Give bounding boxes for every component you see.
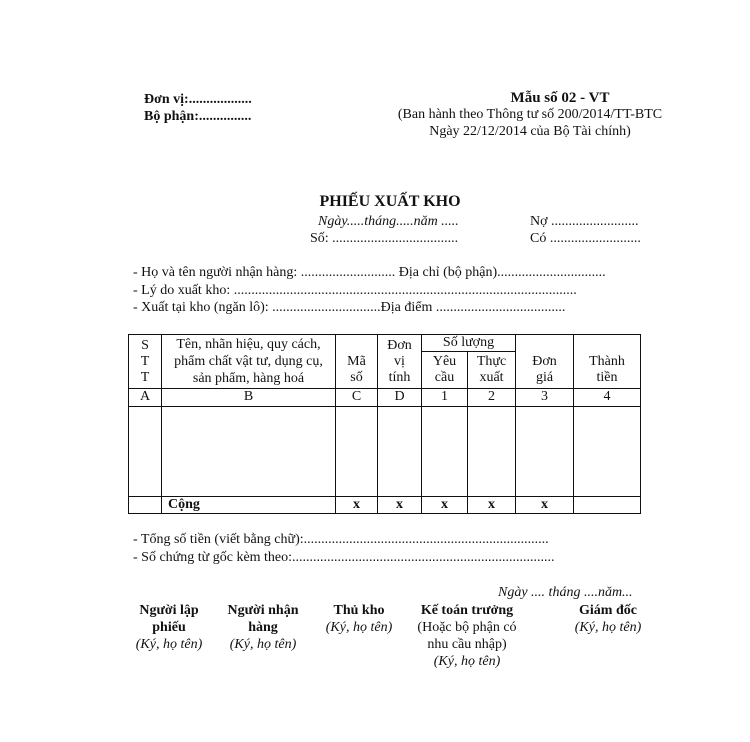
code-cell: 4	[574, 389, 641, 406]
header-yeu-cau: Yêu cầu	[422, 352, 468, 389]
page-title: PHIẾU XUẤT KHO	[319, 193, 461, 210]
empty-cell[interactable]	[378, 406, 422, 496]
total-row	[129, 496, 641, 513]
header-stt: S T T	[129, 335, 162, 389]
total-mark: x	[516, 496, 574, 513]
code-cell: 2	[468, 389, 516, 406]
code-cell: 1	[422, 389, 468, 406]
header-thuc-xuat: Thực xuất	[468, 352, 516, 389]
code-cell: D	[378, 389, 422, 406]
signature-nguoi-nhan: Người nhận hàng (Ký, họ tên)	[227, 603, 299, 652]
field-xuat-tai: - Xuất tại kho (ngăn lô): ...............................Địa điểm .....................................	[133, 300, 566, 315]
code-cell: B	[162, 389, 336, 406]
don-vi: Đơn vị:..................	[144, 92, 252, 107]
total-mark: x	[468, 496, 516, 513]
empty-cell[interactable]	[336, 406, 378, 496]
header-so-luong: Số lượng	[422, 335, 516, 352]
empty-cell[interactable]	[574, 406, 641, 496]
so-line: Số: ....................................	[310, 231, 459, 246]
date-line: Ngày.....tháng.....năm .....	[318, 214, 459, 229]
signature-nguoi-lap: Người lập phiếu (Ký, họ tên)	[135, 603, 203, 652]
empty-cell[interactable]	[516, 406, 574, 496]
code-row	[129, 389, 641, 406]
empty-cell[interactable]	[162, 406, 336, 496]
signature-thu-kho: Thủ kho (Ký, họ tên)	[325, 603, 393, 635]
total-mark: x	[422, 496, 468, 513]
code-cell: C	[336, 389, 378, 406]
signature-ke-toan: Kế toán trưởng (Hoặc bộ phận có nhu cầu nhập) (Ký, họ tên)	[417, 603, 517, 669]
sign-date: Ngày .... tháng ....năm...	[498, 585, 633, 600]
empty-cell	[129, 496, 162, 513]
empty-cell	[574, 496, 641, 513]
co-line: Có ..........................	[530, 231, 641, 246]
ban-hanh-line-2: Ngày 22/12/2014 của Bộ Tài chính)	[429, 124, 631, 139]
signature-giam-doc: Giám đốc (Ký, họ tên)	[574, 603, 642, 635]
field-nguoi-nhan: - Họ và tên người nhận hàng: ........................... Địa chỉ (bộ phận)...............................	[133, 265, 606, 280]
header-ten: Tên, nhãn hiệu, quy cách, phẩm chất vật tư, dụng cụ, sản phẩm, hàng hoá	[162, 335, 336, 389]
so-chung-tu: - Số chứng từ gốc kèm theo:...........................................................................	[133, 550, 555, 565]
empty-cell[interactable]	[468, 406, 516, 496]
empty-cell[interactable]	[422, 406, 468, 496]
header-don-gia: Đơn giá	[516, 335, 574, 389]
header-don-vi: Đơn vị tính	[378, 335, 422, 389]
bo-phan: Bộ phận:...............	[144, 109, 252, 124]
code-cell: A	[129, 389, 162, 406]
header-ma-so: Mã số	[336, 335, 378, 389]
table-row	[129, 406, 641, 496]
total-mark: x	[336, 496, 378, 513]
mau-so: Mẫu số 02 - VT	[510, 90, 610, 106]
items-table	[128, 334, 641, 514]
tong-so-tien: - Tổng số tiền (viết bằng chữ):......................................................................	[133, 532, 549, 547]
total-label: Cộng	[162, 496, 336, 513]
no-line: Nợ .........................	[530, 214, 639, 229]
code-cell: 3	[516, 389, 574, 406]
ban-hanh-line-1: (Ban hành theo Thông tư số 200/2014/TT-BTC	[397, 107, 663, 122]
total-mark: x	[378, 496, 422, 513]
header-thanh-tien: Thành tiền	[574, 335, 641, 389]
field-ly-do: - Lý do xuất kho: ..................................................................................................	[133, 283, 577, 298]
empty-cell[interactable]	[129, 406, 162, 496]
